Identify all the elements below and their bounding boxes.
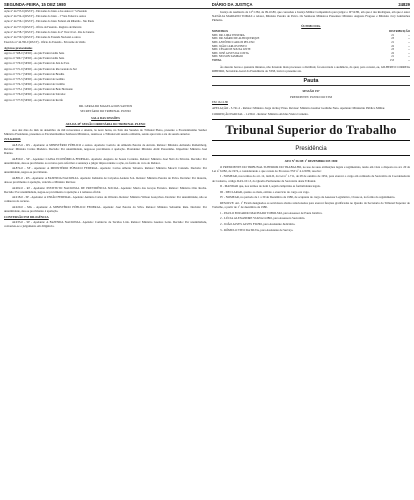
act-item: IV - NOMEAR, no período de 1 a 30 de Dezembro de 1980, de ocupante do cargo de Assessor Legislativo, Classe A, na forma do regulamento.	[220, 195, 396, 200]
list-item: Agravo nº 375-1 (SP/RJ) - Ao juiz Federal de Belo Horizonte	[4, 88, 73, 92]
list-item: Ação nº 44.754-4 (RS/CF) - Em nome do Juízo - 1ª Vara Federal e outros	[4, 15, 86, 19]
table-total-row	[212, 59, 410, 63]
list-item: Agravo nº 373-5 (SP/RJ) - Ao juiz Federal de Goiânia	[4, 77, 65, 81]
list-item: Agravo nº 370-0 (SP/RJ) - Ao juiz Federal de Juiz de Fora	[4, 62, 70, 66]
table-cell: --	[408, 58, 410, 62]
paragraph: 44.859-0 - SP - Apelante: CAIXA ECONÔMICA FEDERAL. Apelado: Augusto de Souza Cordeiro. Relator: Ministro José Néri da Silveira. Decisão: Por unanimidade, deu-se provimento ao recurso para reformar a sentença e julgar improcedente a ação, na forma do voto do Relator.	[4, 156, 207, 165]
table-cell: --	[408, 33, 410, 37]
page-header	[4, 0, 410, 9]
paragraph: 44.933-0 - SP - Apelante: A FAZENDA NACIONAL. Apelado: Comércio de Tecidos Ltda. Relator: Ministro Gueiros Leite. Decisão: Por unanimidade, converteu-se o julgamento em diligência.	[4, 220, 207, 229]
paragraph: 44.874-0 - SP - Apelante: A MINISTÉRIO PÚBLICO FEDERAL. Apelado: Carlos Alberto Teixeira. Relator: Ministro Moacir Catunda. Decisão: Por unanimidade, negou-se provimento.	[4, 166, 207, 175]
table-cell: 21	[391, 55, 394, 59]
section-heading: ÚLTIMO DIA.	[301, 24, 321, 29]
table-cell: 22	[391, 44, 394, 48]
act-item: III - DECLARAR, quanto ao mais, extinto o exercício do cargo ora vago.	[220, 189, 310, 194]
top-list	[4, 10, 207, 45]
act-title: ATO Nº 56 DE 1º DEZEMBRO DE 1980	[284, 158, 338, 163]
table-cell: MIN. JOÃO CARLOS PINTO	[212, 44, 247, 48]
session-subtitle: PRESIDENTE: PLENO DO STM	[290, 94, 332, 99]
left-column	[4, 10, 207, 498]
section-heading: SALA DAS SESSÕES	[91, 115, 120, 120]
list-item: 1 - PAULO EDUARDO MACHADO TOBOLSKI, para Assessor de Pauta Jurídica.	[220, 210, 323, 215]
table-cell: --	[408, 37, 410, 41]
list-item: Exercício nº 44.760-9 (RS/CF) - Ofício da Fazenda - Em nome da União	[4, 41, 86, 45]
paragraph: 44.815-6 - RS - Apelante: A MINISTÉRIO PÚBLICO e outros. Apelado: Laércio de Almeida Pereira de Arruda. Relator: Ministro Armando Rollemberg. Revisor: Ministro Carlos Madeira. Decisão: Por unanimidade, negou-se provimento à apelação. Presidente: Ministro Aldir Passarinho. Impedido: Ministro José Dantas.	[4, 142, 207, 156]
paragraph: Às dezoito horas e quarenta minutos, não havendo mais processos a distribuir, foi encerrada a audiência, da qual, para constar, eu, GILBERTO CORREIA RIBEIRO, Secretário-Geral da Presidência do STM, lavrei a presente ata.	[212, 64, 410, 73]
list-item: Ação nº 44.756-1 (RS/CF) - Em nome do Juízo Federal em Ribeirão - São Paulo	[4, 20, 95, 24]
pauta-heading: Pauta	[212, 76, 410, 86]
section-heading: JULGADOS	[4, 137, 21, 142]
list-item: Agravo nº 376-0 (SP/RJ) - Ao juiz Federal de Salvador	[4, 93, 66, 97]
table-cell: 21	[391, 40, 394, 44]
paragraph: 44.902-0 - RJ - Apelante: INSTITUTO NACIONAL DE PREVIDÊNCIA SOCIAL. Apelado: Maria das Graças Ferreira. Relator: Ministro Otto Rocha. Decisão: Por unanimidade, negou-se provimento à apelação e à remessa oficial.	[4, 185, 207, 194]
table-cell: 153	[389, 58, 394, 62]
table-cell: --	[408, 48, 410, 52]
table-cell: MIN. ANTÔNIO CARLOS PELUSO	[212, 40, 255, 44]
table-cell: MIN. DR. MÁRIO DE ALBUQUERQUE	[212, 37, 260, 41]
intro-paragraph: Aos dez dias do mês de dezembro de mil novecentos e oitenta, às nove horas, na Sala das Sessões do Tribunal Pleno, presente o Excelentíssimo Senhor Ministro Presidente, presentes os Excelentíssimos Senhores Ministros, reuniu-se o Tribunal em sessão ordinária, sendo aprovada a ata da sessão anterior.	[4, 127, 207, 136]
pauta-item: CORREIÇÃO PARCIAL - 1.230-6 - Relator: Ministro Alcides Vieira Carneiro.	[212, 111, 309, 116]
session-date: EM 16.12.80	[212, 100, 228, 105]
section-heading: Agravos protocolados	[4, 46, 33, 51]
list-item: Agravo nº 369-7 (SP/RJ) - Ao juiz Federal Adão Sena	[4, 57, 65, 61]
section-heading: CONVERSÃO EM DILIGÊNCIA	[4, 214, 49, 219]
list-item: Agravo nº 374-3 (SP/RJ) - Ao juiz Federal de Curitiba	[4, 83, 65, 87]
presidency-heading: Presidência	[212, 144, 410, 156]
list-item: Ação nº 44.759-5 (RS/CF) - Em nome da Fazenda Nacional e outros	[4, 35, 81, 39]
paragraph: 44.920-0 - MG - Apelante: A MINISTÉRIO PÚBLICO FEDERAL. Apelado: José Pereira da Silva. Relator: Ministro Sebastião Reis. Decisão: Por unanimidade, deu-se provimento à apelação.	[4, 205, 207, 214]
paragraph: RESOLVE: Art. 1º Ficam designados os servidores abaixo relacionados para exercer funções gratificadas no Quadro da Secretaria do Tribunal Superior do Trabalho, a partir de 1º de dezembro de 1980.	[212, 201, 410, 210]
paragraph: 44.918-0 - SP - Apelante: A UNIÃO FEDERAL. Apelado: Antônio Carlos de Oliveira. Relator: Ministro Wilson Gonçalves. Decisão: Por unanimidade, não se conheceu do recurso.	[4, 195, 207, 204]
table-cell: 21	[391, 33, 394, 37]
distribution-table	[212, 30, 410, 62]
paragraph: 44.881-0 - RS - Apelante: A FAZENDA NACIONAL. Apelado: Indústria de Calçados Azaleia S/A. Relator: Ministro Pereira de Paiva. Decisão: Por maioria, deu-se provimento à apelação, vencido o Ministro Revisor.	[4, 176, 207, 185]
table-cell: MIN. NELSON SAMPAIO	[212, 55, 243, 59]
signature-title: SECRETÁRIO DO TRIBUNAL PLENO	[80, 109, 131, 114]
header-date: SEGUNDA-FEIRA, 15 DEZ 1980	[4, 1, 66, 7]
paragraph: Justiça da Auditoria da 12ª CJM, de 09.10.80, que concedeu a Justiça Militar Competência para julgar o IP 52/80, em que é réu Rodrigues, em que é autor NATÁLIA MARIANO TOMAZ e relator, Ministro Pereira de Paiva. Os Senhores Ministros Presentes: Ministro Augusto Fragoso e Ministro Jacy Guimarães Pinheiro.	[212, 10, 410, 23]
list-item: Agravo nº 371-9 (SP/RJ) - Ao juiz Federal do Rio Grande do Sul	[4, 67, 77, 71]
list-item: Agravo nº 377-8 (SP/RJ) - Ao juiz Federal de Recife	[4, 98, 63, 102]
table-cell: --	[408, 55, 410, 59]
court-banner: Tribunal Superior do Trabalho	[212, 119, 410, 141]
paragraph: O PRESIDENTE DO TRIBUNAL SUPERIOR DO TRABALHO, no uso de suas atribuições legais e regimentais, tendo em vista o disposto no art. 20 da Lei nº 6.082, de 1974, e considerando o que consta do Processo TST nº 4.120/80, resolve:	[212, 164, 410, 173]
table-header: MINISTROS	[212, 30, 229, 34]
header-page-number: 24829	[398, 1, 410, 7]
table-header: DISTRIBUIÇÃO	[389, 30, 410, 34]
section-heading: ATA DA 45ª SESSÃO ORDINÁRIA DO TRIBUNAL PLENO	[65, 121, 146, 126]
signature-name: DR. GERALDO MAGELA DOS SANTOS	[78, 103, 133, 108]
pauta-item: APELAÇÃO - 5.741-2 - Relator: Ministro Jorge da Roy Pires. Revisor: Ministro Gualter Godinho Neto. Apelante: Ministério Público Militar.	[212, 106, 386, 110]
table-cell: TOTAL	[212, 58, 222, 62]
table-cell: --	[408, 40, 410, 44]
table-cell: 23	[391, 48, 394, 52]
list-item: Ação nº 44.757-9 (RS/CF) - Ofício da Fazenda - Registro de Imóveis	[4, 25, 82, 29]
list-item: 3 - RÔMULO TITO DA SILVA, para Assistente de Serviço.	[220, 227, 294, 232]
list-item: Ação nº 44.753-6 (RS/CF) - Em nome do Juízo e dos Autos n.º 5-Fazenda	[4, 10, 87, 13]
table-cell: 23	[391, 37, 394, 41]
session-number: SESSÃO 197	[302, 88, 320, 93]
right-column	[212, 10, 410, 498]
header-title: DIÁRIO DA JUSTIÇA	[211, 1, 253, 7]
act-item: I - NOMEAR, nos termos do art. 12, item II, da Lei nº 1.711, de 28 de outubro de 1952, para exercer o cargo em comissão de Secretário da Coordenadoria de Cadastro, código DAS-101.3, do Quadro Permanente da Secretaria deste Tribunal.	[212, 174, 410, 183]
list-item: 2 - JOÃO ALVES ALVES FILHO, para Assistente Judiciário.	[220, 222, 296, 227]
table-cell: MIN. JOSÉ ALVES DA COSTA	[212, 51, 249, 55]
agravos-list	[4, 52, 207, 102]
table-cell: --	[408, 51, 410, 55]
list-item: Ação nº 44.758-7 (RS/CF) - Em nome do Juízo da 2ª Vara Cível - Rio de Janeiro	[4, 30, 95, 34]
table-cell: 22	[391, 51, 394, 55]
table-cell: MIN. DR. LIMA TEIXEIRA	[212, 33, 245, 37]
list-item: 2 - LÚCIA ALEXANDRE VIANA LOBO, para Assessora Secretária.	[220, 216, 306, 221]
list-item: Agravo nº 372-7 (SP/RJ) - Ao juiz Federal de Brasília	[4, 72, 65, 76]
table-cell: MIN. CÉSAR DE SOUZA LEITE	[212, 48, 251, 52]
list-item: Agravo nº 368-0 (SP/RJ) - Ao juiz Federal Adão Sena	[4, 51, 65, 55]
act-item: II - MANDAR que, nos termos do item I, sejam cumpridas as formalidades legais.	[220, 184, 321, 189]
table-cell: --	[408, 44, 410, 48]
